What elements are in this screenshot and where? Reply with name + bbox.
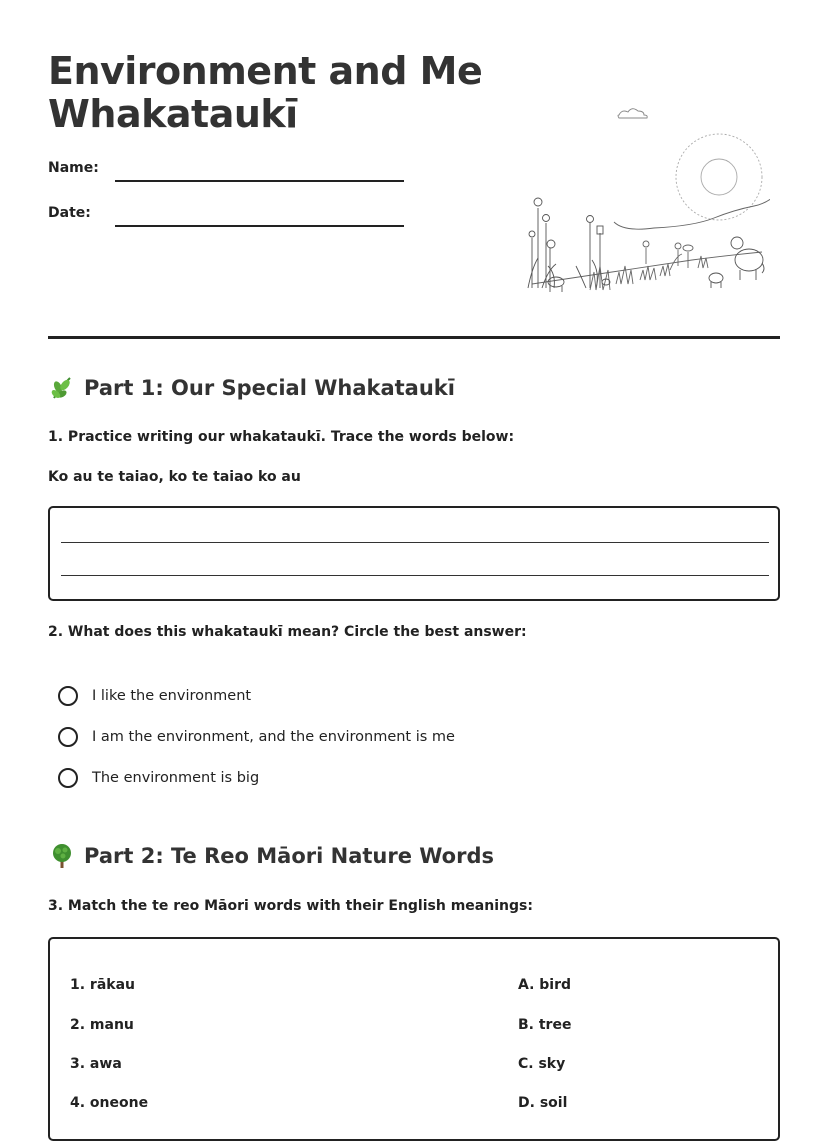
maori-word-item[interactable]: 4. oneone <box>70 1095 149 1111</box>
flowers-icon <box>528 198 603 288</box>
part1-heading <box>48 374 455 402</box>
question-1: 1. Practice writing our whakataukī. Trace the words below: <box>48 429 515 445</box>
question-2: 2. What does this whakataukī mean? Circle the best answer: <box>48 624 527 640</box>
small-animal-icon <box>709 273 723 288</box>
tracing-box[interactable] <box>48 506 780 601</box>
cloud-icon <box>618 109 647 118</box>
maori-word-item[interactable]: 3. awa <box>70 1056 122 1072</box>
part2-heading <box>48 842 494 870</box>
title-line-1: Environment and Me <box>48 49 483 93</box>
answer-option[interactable] <box>58 768 259 788</box>
date-label: Date: <box>48 205 91 221</box>
proverb-text: Ko au te taiao, ko te taiao ko au <box>48 469 301 485</box>
tree-icon <box>48 842 76 870</box>
maori-word-item[interactable]: 1. rākau <box>70 977 136 993</box>
small-animal-icon-2 <box>548 277 610 292</box>
question-3: 3. Match the te reo Māori words with their English meanings: <box>48 898 533 914</box>
answer-circle[interactable] <box>58 727 78 747</box>
english-word-item[interactable]: C. sky <box>518 1056 566 1072</box>
writing-line <box>61 575 769 576</box>
grass-icon <box>590 241 708 290</box>
nature-sketch-illustration <box>520 98 770 294</box>
answer-circle[interactable] <box>58 768 78 788</box>
title-line-2: Whakataukī <box>48 92 298 136</box>
part2-heading-text: Part 2: Te Reo Māori Nature Words <box>84 844 495 868</box>
answer-option-label: I like the environment <box>92 688 252 704</box>
herb-icon <box>48 374 76 402</box>
english-word-item[interactable]: B. tree <box>518 1017 572 1033</box>
english-word-item[interactable]: D. soil <box>518 1095 568 1111</box>
maori-word-item[interactable]: 2. manu <box>70 1017 134 1033</box>
part1-heading-text: Part 1: Our Special Whakataukī <box>84 376 455 400</box>
answer-option-label: I am the environment, and the environment is me <box>92 729 455 745</box>
english-word-item[interactable]: A. bird <box>518 977 572 993</box>
answer-option-label: The environment is big <box>92 770 260 786</box>
name-field[interactable] <box>115 180 404 182</box>
answer-option[interactable] <box>58 686 251 706</box>
writing-line <box>61 542 769 543</box>
date-field[interactable] <box>115 225 404 227</box>
matching-box <box>48 937 780 1141</box>
answer-circle[interactable] <box>58 686 78 706</box>
lamb-icon <box>731 237 764 280</box>
name-label: Name: <box>48 160 99 176</box>
answer-option[interactable] <box>58 727 455 747</box>
header-divider <box>48 336 780 339</box>
worksheet-title <box>48 50 508 136</box>
